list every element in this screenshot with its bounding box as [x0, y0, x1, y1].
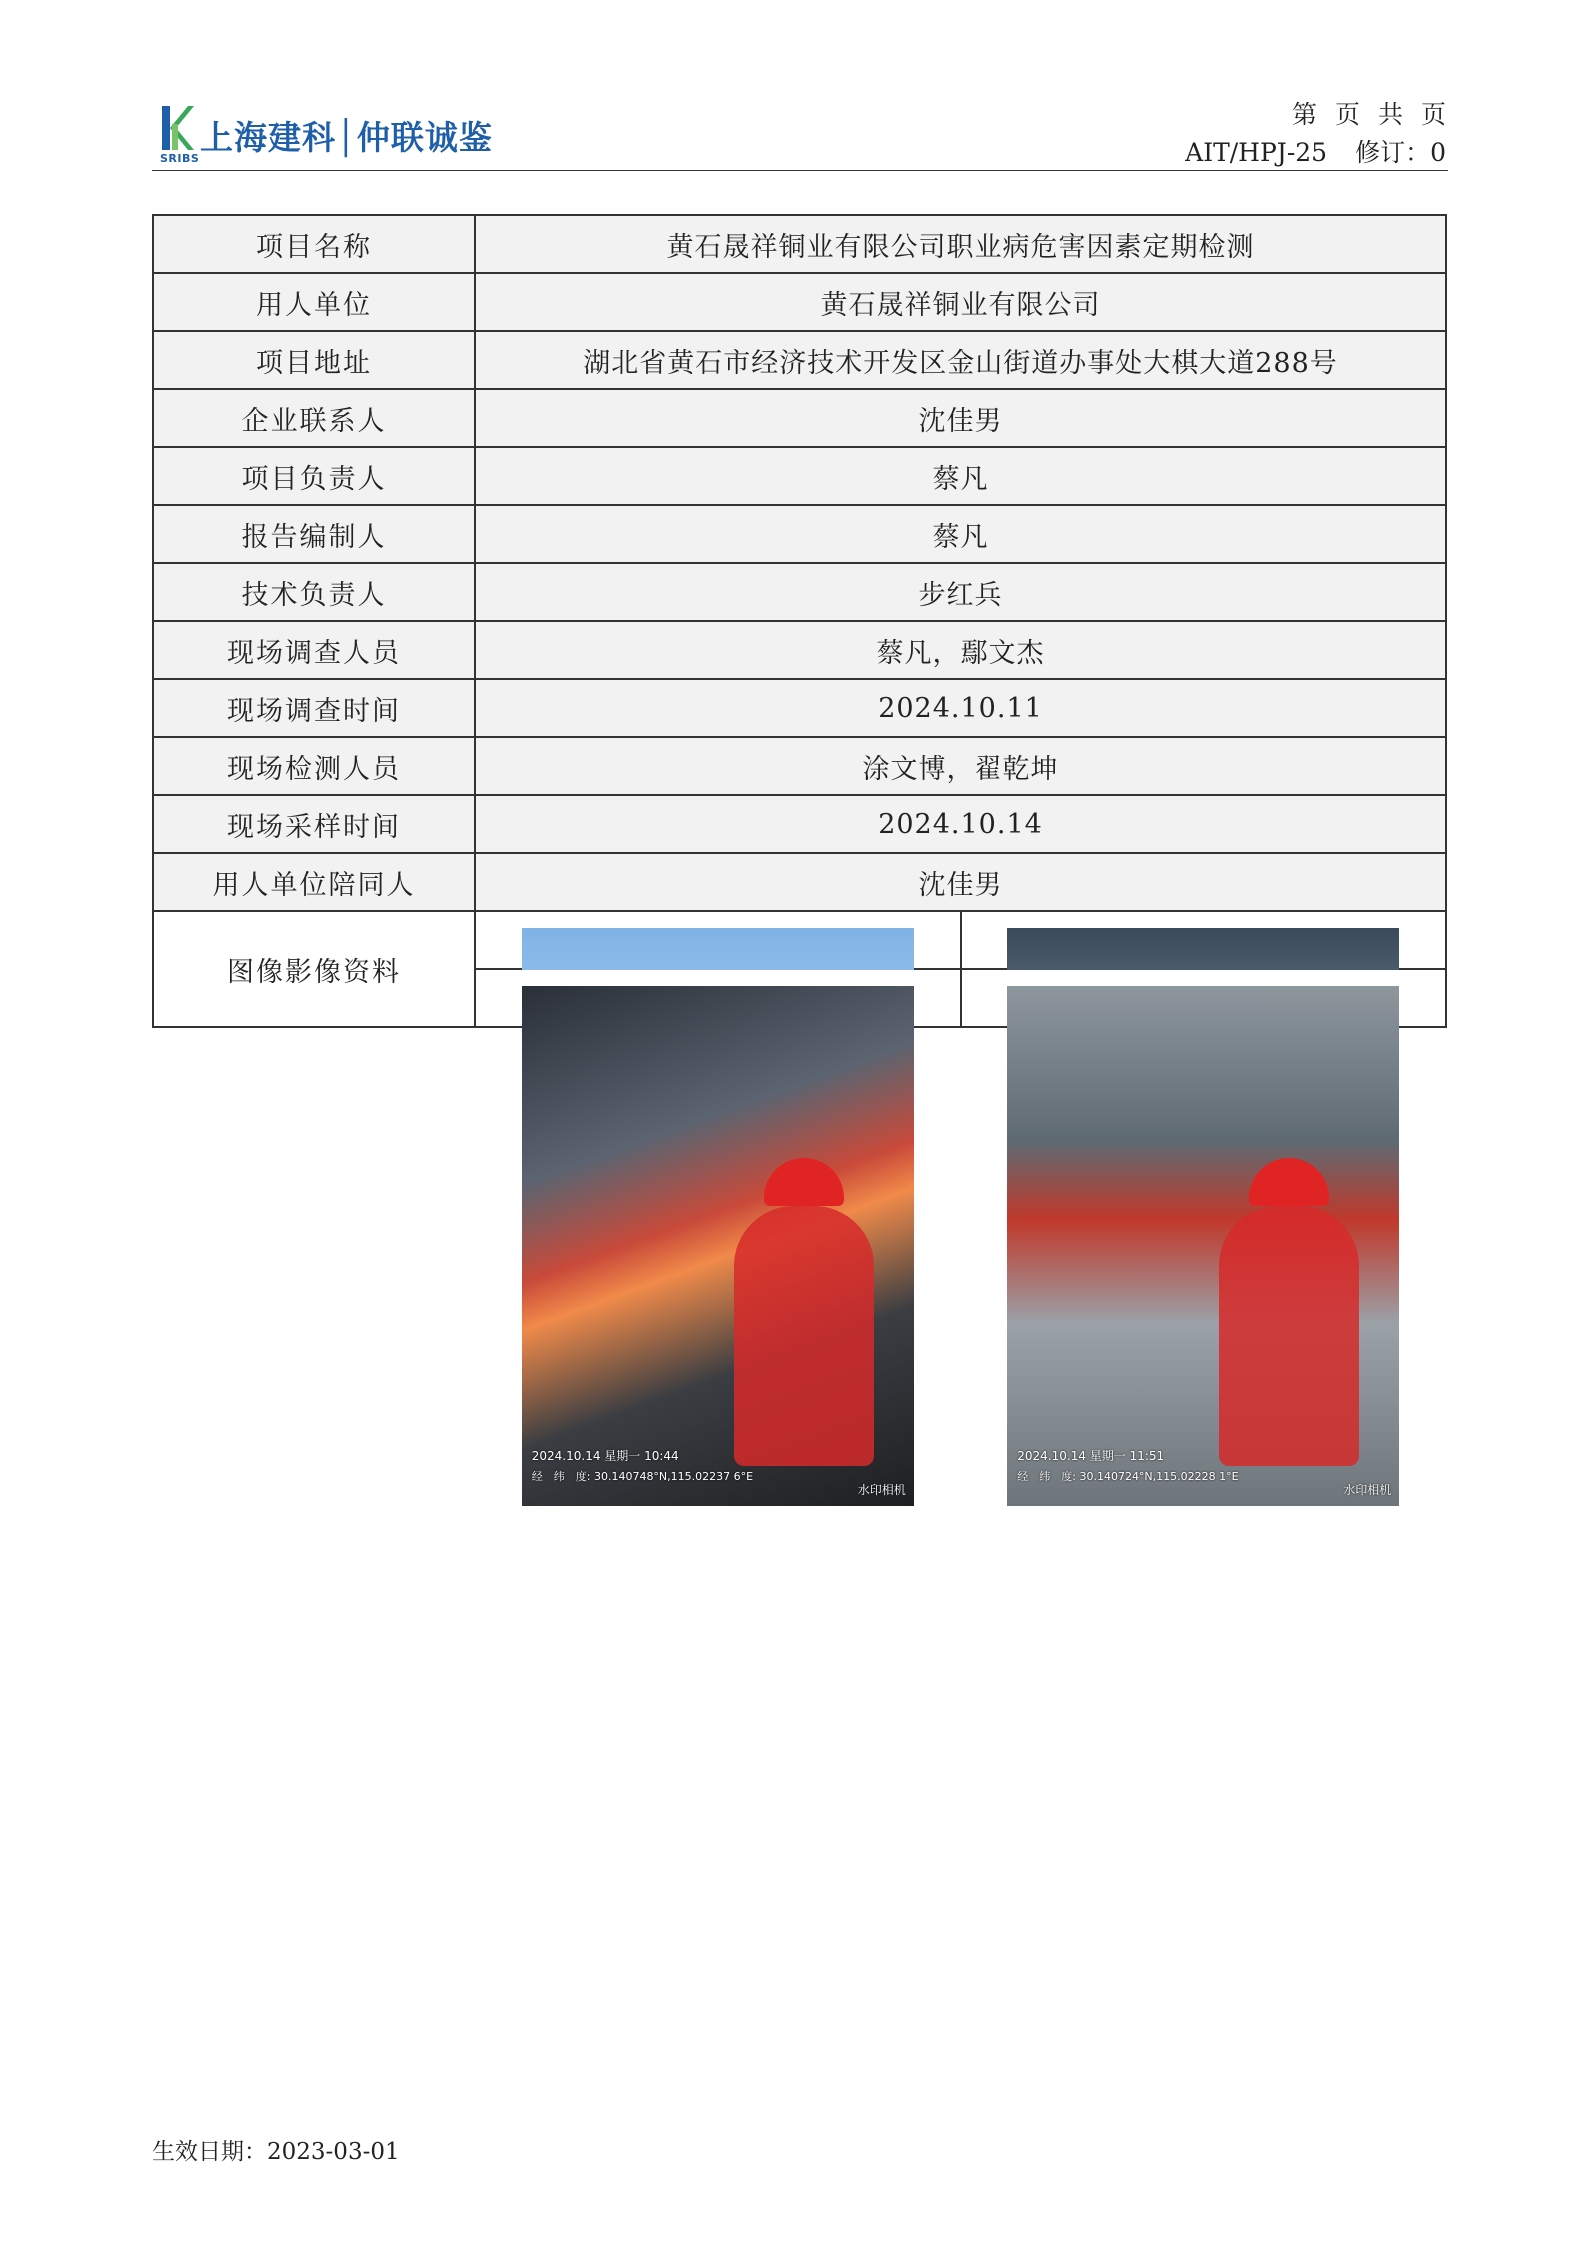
effective-date: 2023-03-01 [267, 2139, 400, 2165]
row-value: 2024.10.11 [475, 679, 1446, 737]
table-row [153, 505, 1446, 563]
doc-code-line [1185, 134, 1446, 172]
table-row [153, 563, 1446, 621]
photo-section-label: 图像影像资料 [153, 911, 475, 1027]
table-row [153, 447, 1446, 505]
row-label: 现场调查人员 [153, 621, 475, 679]
site-photo [522, 986, 914, 1506]
row-label: 用人单位陪同人 [153, 853, 475, 911]
worker-figure [1219, 1206, 1359, 1466]
photo-brand: 水印相机 [1343, 1483, 1392, 1497]
table-row [153, 795, 1446, 853]
site-photo [1007, 986, 1399, 1506]
row-label: 用人单位 [153, 273, 475, 331]
row-label: 现场采样时间 [153, 795, 475, 853]
doc-code: AIT/HPJ-25 [1185, 138, 1328, 167]
row-value: 湖北省黄石市经济技术开发区金山街道办事处大棋大道288号 [475, 331, 1446, 389]
table-row [153, 215, 1446, 273]
photo-coords: 经 纬 度: 30.140748°N,115.02237 6°E [531, 1470, 754, 1483]
table-row [153, 273, 1446, 331]
photo-brand: 水印相机 [857, 1483, 906, 1497]
page-header [152, 96, 1448, 171]
project-info-table [152, 214, 1447, 1497]
revision: 修订：0 [1355, 138, 1446, 167]
table-row [153, 621, 1446, 679]
table-row [153, 331, 1446, 389]
row-label: 报告编制人 [153, 505, 475, 563]
row-value: 黄石晟祥铜业有限公司 [475, 273, 1446, 331]
logo-subtext: SRIBS [160, 152, 200, 165]
row-value: 蔡凡，鄢文杰 [475, 621, 1446, 679]
photo-cell [961, 969, 1447, 1497]
doc-meta [1185, 96, 1446, 172]
footer [152, 2133, 400, 2166]
photo-cell [475, 911, 961, 969]
row-value: 蔡凡 [475, 447, 1446, 505]
row-label: 现场调查时间 [153, 679, 475, 737]
photo-cell [475, 969, 961, 1497]
helmet-icon [764, 1158, 844, 1206]
helmet-icon [1249, 1158, 1329, 1206]
photo-cell [961, 911, 1447, 969]
row-value: 涂文博，翟乾坤 [475, 737, 1446, 795]
footer-label: 生效日期： [152, 2139, 267, 2165]
page-counter: 第 页 共 页 [1291, 100, 1446, 129]
row-value: 蔡凡 [475, 505, 1446, 563]
row-value: 沈佳男 [475, 853, 1446, 911]
row-label: 技术负责人 [153, 563, 475, 621]
logo-text: 上海建科│仲联诚鉴 [200, 118, 493, 157]
row-label: 项目地址 [153, 331, 475, 389]
photo-caption: 2024.10.14 星期一 11:51 [1017, 1449, 1165, 1463]
row-value: 步红兵 [475, 563, 1446, 621]
row-label: 企业联系人 [153, 389, 475, 447]
photo-row [153, 911, 1446, 969]
row-label: 现场检测人员 [153, 737, 475, 795]
row-value: 沈佳男 [475, 389, 1446, 447]
row-value: 2024.10.14 [475, 795, 1446, 853]
photo-coords: 经 纬 度: 30.140724°N,115.02228 1°E [1017, 1470, 1239, 1483]
table-row [153, 853, 1446, 911]
photo-caption: 2024.10.14 星期一 10:44 [531, 1449, 679, 1463]
logo-mark-icon [158, 102, 198, 154]
table-row [153, 737, 1446, 795]
worker-figure [734, 1206, 874, 1466]
table-row [153, 389, 1446, 447]
company-logo [158, 102, 493, 166]
row-label: 项目名称 [153, 215, 475, 273]
row-label: 项目负责人 [153, 447, 475, 505]
table-row [153, 679, 1446, 737]
row-value: 黄石晟祥铜业有限公司职业病危害因素定期检测 [475, 215, 1446, 273]
